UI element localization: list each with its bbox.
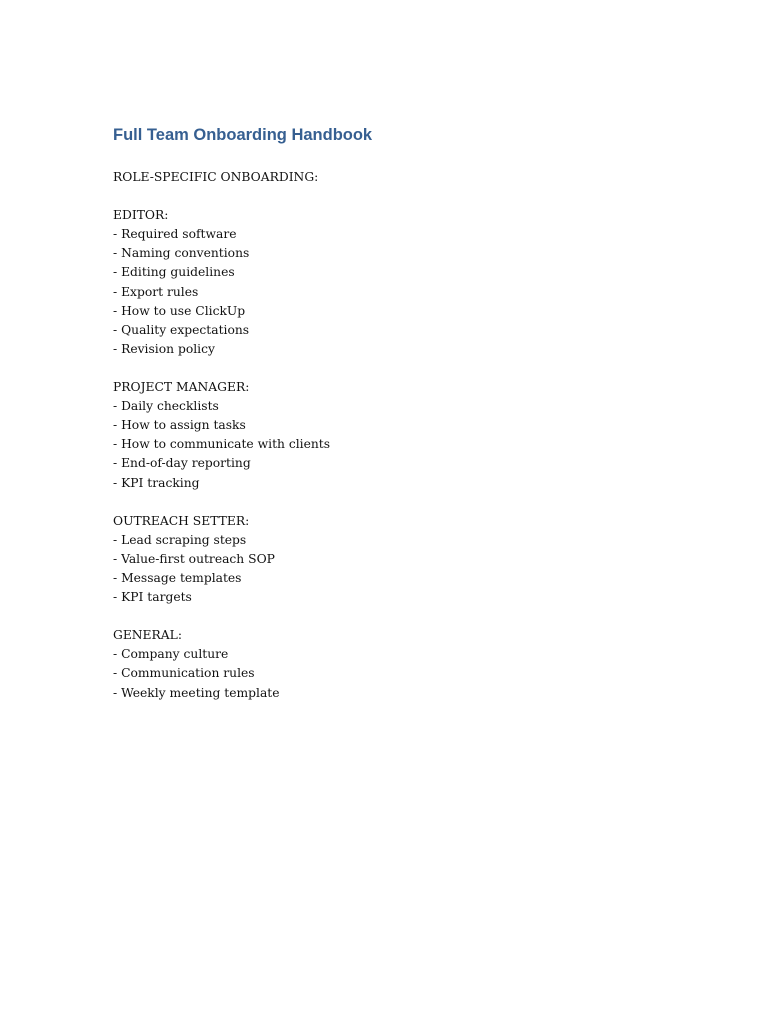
document-body [113, 124, 673, 703]
list-item: - KPI targets [113, 590, 192, 605]
section-outreach-setter [113, 512, 673, 607]
paragraph-gap [113, 607, 673, 626]
list-item: - Quality expectations [113, 322, 250, 337]
paragraph-gap [113, 359, 673, 378]
list-item: - Naming conventions [113, 246, 250, 261]
section-heading: GENERAL: [113, 628, 182, 643]
list-item: - How to use ClickUp [113, 303, 246, 318]
list-item: - Company culture [113, 647, 229, 662]
section-heading: OUTREACH SETTER: [113, 513, 250, 528]
list-item: - How to assign tasks [113, 418, 246, 433]
section-general [113, 626, 673, 702]
section-editor [113, 206, 673, 359]
intro-heading: ROLE-SPECIFIC ONBOARDING: [113, 170, 319, 184]
paragraph-gap [113, 493, 673, 512]
list-item: - How to communicate with clients [113, 437, 331, 452]
document-title: Full Team Onboarding Handbook [113, 126, 373, 144]
list-item: - End-of-day reporting [113, 456, 251, 471]
list-item: - KPI tracking [113, 475, 200, 490]
list-item: - Editing guidelines [113, 265, 235, 280]
list-item: - Required software [113, 227, 237, 242]
list-item: - Export rules [113, 284, 199, 299]
list-item: - Daily checklists [113, 399, 219, 414]
section-heading: EDITOR: [113, 208, 169, 223]
list-item: - Value-first outreach SOP [113, 551, 275, 566]
paragraph-gap [113, 187, 673, 206]
list-item: - Message templates [113, 570, 242, 585]
section-project-manager [113, 378, 673, 493]
list-item: - Communication rules [113, 666, 255, 681]
list-item: - Weekly meeting template [113, 685, 280, 700]
list-item: - Lead scraping steps [113, 532, 247, 547]
list-item: - Revision policy [113, 341, 215, 356]
section-heading: PROJECT MANAGER: [113, 380, 250, 395]
